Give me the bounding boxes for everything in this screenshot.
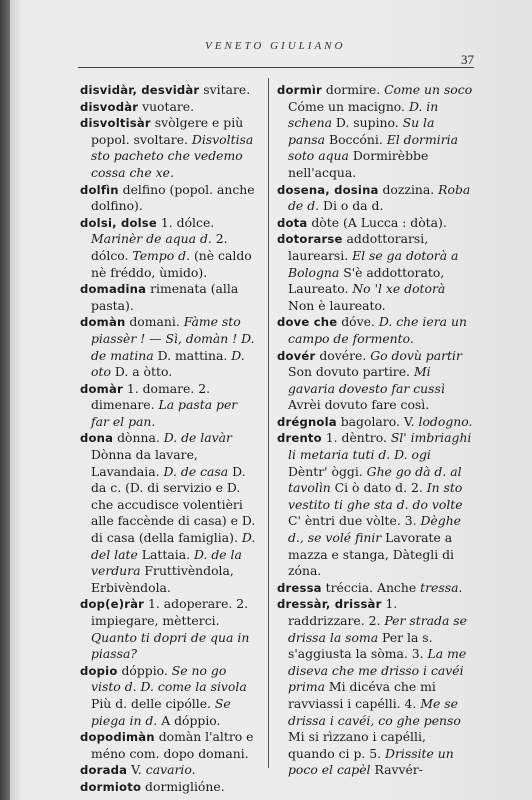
example-phrase: Me se drissa i cavéi, co ghe penso [288,695,461,728]
example-phrase: tressa. [420,579,463,595]
example-phrase: cavario. [145,762,196,778]
example-phrase: Disvoltisa sto pacheto che vedemo cossa che xe. [91,131,254,180]
example-phrase: Se piega in d. [91,695,231,728]
dictionary-entry [80,82,258,99]
headword: domàn [80,315,126,330]
definition-text: delfino (popol. anche dolfino). [91,181,255,214]
dictionary-entry [277,215,473,232]
definition-text: dóve. [337,314,379,330]
headword: dopio [80,663,118,678]
definition-text: Dormirèbbe nell'acqua. [288,148,429,180]
example-phrase: Quanto ti dopri de qua in piassa? [91,629,250,662]
dictionary-entry [277,596,473,779]
example-phrase: Roba de d. [288,181,471,214]
dictionary-entry [277,231,473,314]
definition-text: Fruttivèndola, Erbivèndola. [91,563,234,595]
definition-text: Per la s. s'aggiusta la sòma. 3. [288,629,433,662]
definition-text: D. da c. (D. di servizio e D. che accudisce volentièri alle faccènde di casa) e D. di casa (della famiglia). [91,463,256,546]
dictionary-entry [277,580,473,597]
definition-text: Avrèi dovuto fare così. [288,397,430,413]
definition-text: Non è laureato. [288,297,386,313]
example-phrase: D. de lavàr [163,430,232,446]
example-phrase: D. in schena [288,98,439,131]
headword: dota [277,215,308,230]
example-phrase: D. de casa [163,463,229,479]
headword: dopodimàn [80,730,155,745]
example-phrase: Mi gavaria dovesto far cussì [288,364,445,396]
example-phrase: Go dovù partir [370,347,462,363]
definition-text: A dóppio. [157,712,221,728]
example-phrase: lodogno. [418,413,473,429]
example-phrase: Drissite un poco el capèl [288,745,454,778]
definition-text: svòlgere e più popol. svoltare. [91,115,244,147]
dictionary-entry [277,82,473,182]
dictionary-entry [80,215,258,281]
headword: dolfìn [80,182,119,197]
definition-text: 1. raddrizzare. 2. [288,596,398,628]
definition-text: dovére. [315,347,371,363]
definition-text: 1. dólce. [156,214,215,230]
definition-text: Ravvér- [370,762,423,778]
headword: dop(e)ràr [80,597,145,612]
definition-text: svitare. [199,82,251,97]
headword: domàr [80,381,123,396]
header-rule [78,67,474,68]
example-phrase: In sto vestito ti ghe sta d. do volte [288,480,463,512]
headword: drégnola [277,414,337,429]
definition-text: (nè caldo nè fréddo, ùmido). [91,247,252,280]
example-phrase: Dèghe d., se volé finir [288,513,462,546]
example-phrase: La me diseva che me drisso i cavéi prima [288,646,467,695]
example-phrase: El se ga dotorà a Bologna [288,247,459,280]
example-phrase: Marinèr de aqua d. [91,231,212,247]
headword: dormìr [277,83,322,97]
headword: drento [277,431,322,446]
headword: disvodàr [80,99,139,114]
definition-text: Lavorate a mazza e stanga, Dàtegli di zóna. [288,530,455,579]
dictionary-entry [277,314,473,347]
definition-text: dozzina. [378,181,439,197]
headword: domadina [80,282,147,297]
headword: dormioto [80,779,142,794]
definition-text: Mi dicéva che mi ravviassi i capélli. 4. [288,679,436,711]
definition-text: domani. [125,314,184,330]
definition-text: D. mattina. [153,347,232,363]
example-phrase: Per strada se drissa la soma [288,613,467,645]
dictionary-entry [80,381,258,431]
definition-text: Di o da d. [319,198,384,214]
column-divider [268,78,269,768]
definition-text: Lattaia. [137,546,194,562]
headword: dorada [80,763,128,778]
definition-text: dóppio. [117,662,172,678]
definition-text: Dèntr' òggi. [288,463,367,479]
example-phrase: D. che iera un campo de formento. [288,314,467,346]
definition-text: 1. domare. 2. dimenare. [91,380,211,413]
definition-text: D. supino. [331,115,403,131]
definition-text: dormire. [321,82,385,97]
definition-text: bagolaro. V. [336,413,419,429]
definition-text: 2. dólco. [91,231,228,263]
dictionary-entry [277,430,473,579]
dictionary-entry [80,115,258,181]
dictionary-entry [80,314,258,380]
headword: dovér [277,348,316,363]
headword: disvoltisàr [80,116,151,131]
definition-text: domàn l'altro e méno com. dopo domani. [91,729,254,761]
definition-text: rimenata (alla pasta). [91,281,239,313]
dictionary-entry [80,596,258,662]
example-phrase: D. del late [91,530,256,562]
dictionary-entry [80,99,258,116]
definition-text: V. [127,762,146,778]
definition-text: Ci ò dato d. 2. [330,480,427,496]
dictionary-entry [277,348,473,414]
example-phrase: No 'l xe dotorà [352,281,446,297]
headword: dotorarse [277,232,343,247]
headword: dressàr, drissàr [277,597,382,612]
example-phrase: D. oto [91,347,245,380]
example-phrase: Come un soco [384,82,473,97]
dictionary-entry [80,779,258,796]
dictionary-entry [80,281,258,314]
definition-text: Son dovuto partire. [288,364,414,380]
example-phrase: Tempo d. [132,247,191,263]
definition-text: addottorarsi, laurearsi. [288,231,429,263]
headword: dolsi, dolse [80,215,157,230]
definition-text: Boccóni. [325,131,387,147]
definition-text: vuotare. [138,98,195,114]
definition-text: Più d. delle cipólle. [91,695,215,711]
example-phrase: El dormiria soto aqua [288,131,458,164]
right-column [277,82,473,779]
dictionary-entry [80,430,258,596]
definition-text: C' èntri due vòlte. 3. [288,513,421,529]
definition-text: Cóme un macigno. [288,98,409,114]
definition-text: tréccia. Anche [321,579,421,595]
example-phrase: Ghe go dà d. al tavolìn [288,463,462,496]
example-phrase: La pasta per far el pan. [91,397,238,429]
dictionary-entry [80,182,258,215]
example-phrase: Fàme sto piassèr ! — Sì, domàn ! D. de matina [91,314,255,363]
example-phrase: Sl' imbriaghi li metaria tuti d. D. ogi [288,430,472,463]
example-phrase: D. de la verdura [91,546,242,579]
definition-text: Mi si rìzzano i capélli, quando ci p. 5. [288,729,426,761]
left-column [80,82,258,796]
running-head: VENETO GIULIANO [205,40,346,52]
book-gutter-shadow [0,0,10,800]
definition-text: dònna. [113,430,164,446]
headword: disvidàr, desvidàr [80,83,200,97]
definition-text: 1. adoperare. 2. impiegare, mètterci. [91,596,249,628]
headword: dove che [277,315,338,330]
dictionary-entry [277,182,473,215]
definition-text: Dònna da lavare, Lavandaia. [91,447,198,479]
page-number: 37 [461,52,474,67]
headword: dona [80,431,114,446]
dictionary-entry [80,762,258,779]
definition-text: 1. dèntro. [321,430,391,446]
dictionary-entry [277,414,473,431]
definition-text: dòte (A Lucca : dòta). [307,214,447,230]
example-phrase: Se no go visto d. D. come la sivola [91,662,247,695]
definition-text: S'è addottorato, Laureato. [288,264,445,297]
definition-text: D. a òtto. [110,364,173,380]
definition-text: dormiglióne. [141,778,225,794]
dictionary-entry [80,663,258,729]
headword: dressa [277,580,322,595]
example-phrase: Su la pansa [288,115,435,147]
headword: dosena, dosina [277,182,379,197]
dictionary-entry [80,729,258,762]
